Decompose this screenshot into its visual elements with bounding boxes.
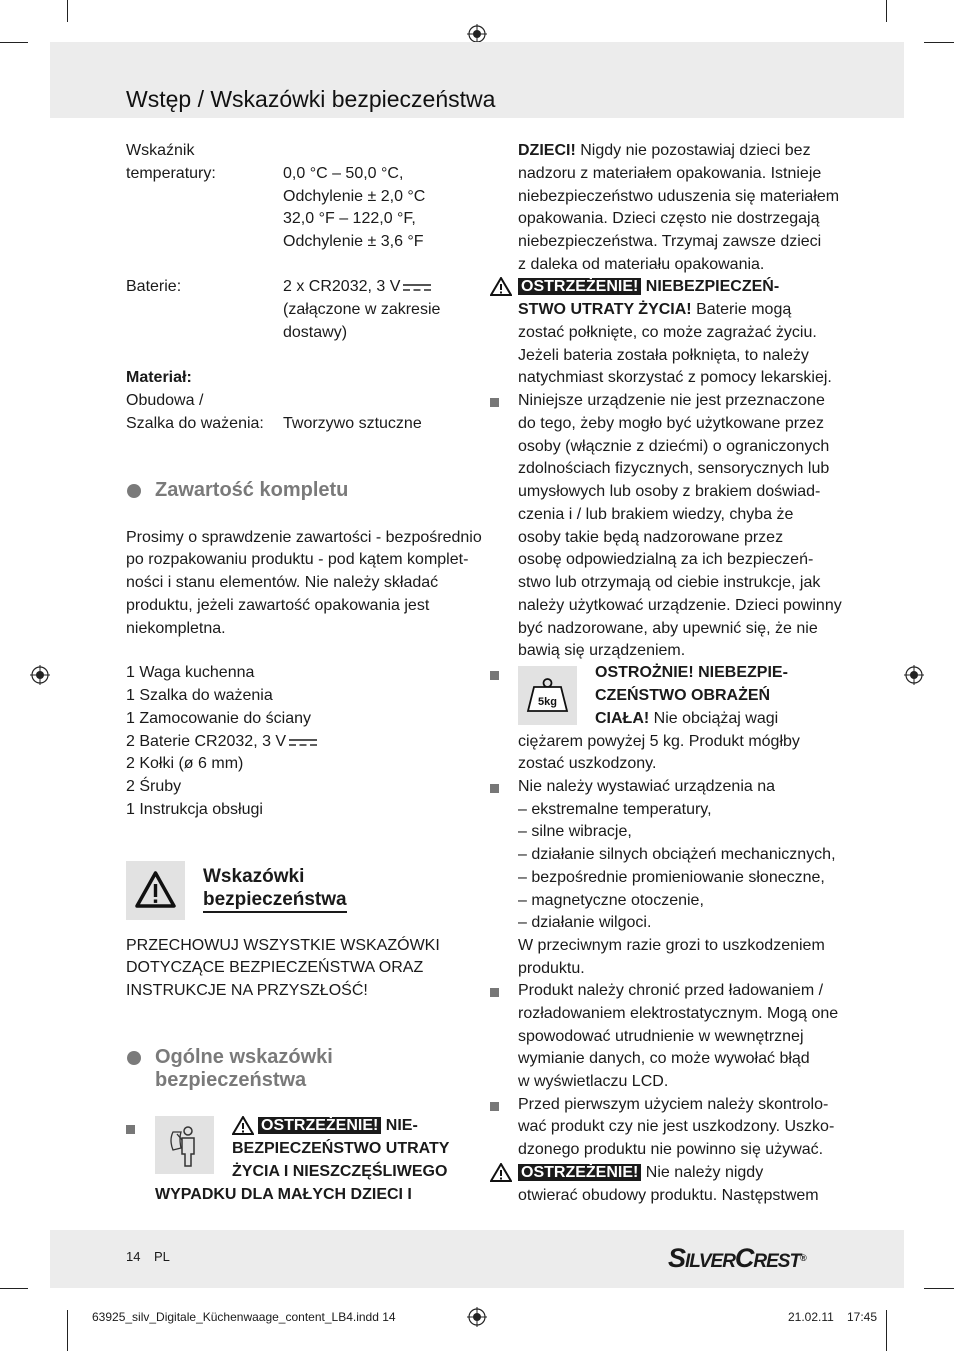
list-item: 2 Kołki (ø 6 mm) — [126, 755, 244, 772]
caution-line: OSTROŻNIE! NIEBEZPIE- — [595, 664, 788, 681]
child-warning-line: BEZPIECZEŃSTWO UTRATY — [232, 1140, 450, 1157]
section-heading-general: Ogólne wskazówki — [155, 1046, 333, 1068]
spec-value: Odchylenie ± 2,0 °C — [283, 188, 426, 205]
safety-heading: Wskazówki — [203, 866, 305, 887]
paragraph-line: – magnetyczne otoczenie, — [518, 892, 704, 909]
paragraph-line: niebezpieczeństwo uduszenia się materiałem — [518, 188, 840, 205]
paragraph-line: wymianie danych, co może wywołać błąd — [518, 1050, 810, 1067]
paragraph-line: opakowania. Dzieci często nie dostrzegają — [518, 210, 820, 227]
spec-label: temperatury: — [126, 165, 216, 182]
keep-notice-line: DOTYCZĄCE BEZPIECZEŃSTWA ORAZ — [126, 959, 424, 976]
list-item: 1 Zamocowanie do ściany — [126, 710, 311, 727]
print-date: 21.02.11 — [788, 1310, 834, 1324]
brand-name: SilverCrest — [668, 1243, 801, 1273]
paragraph-line: W przeciwnym razie grozi to uszkodzeniem — [518, 937, 825, 954]
paragraph-line: natychmiast skorzystać z pomocy lekarskiej. — [518, 369, 832, 386]
paragraph-line: niebezpieczeństwa. Trzymaj zawsze dzieci — [518, 233, 822, 250]
warning-label: OSTRZEŻENIE! — [518, 278, 641, 295]
spec-label: Baterie: — [126, 278, 182, 295]
spec-value: Odchylenie ± 3,6 °F — [283, 233, 424, 250]
paragraph-line: produktu, jeżeli zawartość opakowania jest — [126, 597, 430, 614]
brand-registered-mark: ® — [800, 1253, 806, 1263]
section-bullet-icon — [127, 1051, 141, 1065]
file-slug: 63925_silv_Digitale_Küchenwaage_content_LB4.indd 14 — [92, 1310, 396, 1324]
registration-mark-icon — [30, 665, 50, 685]
paragraph-line: z daleka od materiału opakowania. — [518, 256, 765, 273]
spec-value: dostawy) — [283, 324, 348, 341]
paragraph-line: osobę odpowiedzialną za ich bezpieczeń- — [518, 551, 814, 568]
bullet-square-icon — [490, 671, 499, 680]
paragraph-line: spowodować utrudnienie w wewnętrznej — [518, 1028, 804, 1045]
material-heading: Materiał: — [126, 369, 192, 386]
crop-mark — [924, 42, 954, 43]
paragraph-line: należy użytkować urządzenie. Dzieci powinny — [518, 597, 842, 614]
spec-value-text: 2 x CR2032, 3 V — [283, 278, 401, 295]
bullet-square-icon — [490, 784, 499, 793]
paragraph-line: produktu. — [518, 960, 585, 977]
paragraph-line: Przed pierwszym użyciem należy skontrolo- — [518, 1096, 829, 1113]
section-heading-contents: Zawartość kompletu — [155, 479, 349, 501]
paragraph-line: – silne wibracje, — [518, 823, 632, 840]
paragraph-line: po rozpakowaniu produktu - pod kątem komplet- — [126, 551, 469, 568]
bold-text: DZIECI! — [518, 142, 576, 159]
crop-mark — [886, 1310, 887, 1351]
keep-notice-line: INSTRUKCJE NA PRZYSZŁOŚĆ! — [126, 982, 368, 999]
weight-icon-label: 5kg — [538, 696, 557, 708]
paragraph-line — [518, 140, 811, 163]
warning-text: NIEBEZPIECZEŃ- — [645, 278, 780, 295]
list-item: 1 Instrukcja obsługi — [126, 801, 263, 818]
caution-line — [595, 708, 778, 731]
paragraph-line: – bezpośrednie promieniowanie słoneczne, — [518, 869, 825, 886]
crop-mark — [924, 1288, 954, 1289]
caution-line: CZEŃSTWO OBRAŻEŃ — [595, 687, 771, 704]
weight-5kg-icon — [518, 666, 577, 725]
paragraph-line: Produkt należy chronić przed ładowaniem / — [518, 982, 824, 999]
safety-heading: bezpieczeństwa — [203, 888, 347, 913]
paragraph-line: osoby takie będą nadzorowane przez — [518, 529, 784, 546]
child-warning-line: ŻYCIA I NIESZCZĘŚLIWEGO — [232, 1163, 448, 1180]
page-number: 14 — [126, 1249, 141, 1264]
warning-triangle-icon — [490, 1163, 512, 1182]
paragraph-line: – działanie silnych obciążeń mechanicznych, — [518, 846, 836, 863]
spec-value — [283, 276, 431, 299]
paragraph-line: niekompletna. — [126, 620, 226, 637]
section-heading-general: bezpieczeństwa — [155, 1069, 307, 1091]
paragraph-line: osoby (włącznie z dziećmi) o ograniczonych — [518, 438, 830, 455]
dc-symbol-icon — [289, 737, 317, 747]
paragraph-line: Jeżeli bateria została połknięta, to należy — [518, 347, 809, 364]
list-item: 2 Śruby — [126, 778, 182, 795]
warning-line — [518, 276, 779, 299]
bullet-square-icon — [490, 398, 499, 407]
paragraph-line: Nie należy wystawiać urządzenia na — [518, 778, 776, 795]
weight-warning-box — [518, 666, 577, 725]
registration-mark-icon — [467, 1307, 487, 1327]
list-item: 1 Waga kuchenna — [126, 664, 255, 681]
crop-mark — [67, 0, 68, 22]
section-bullet-icon — [127, 484, 141, 498]
caution-bold: CIAŁA! — [595, 710, 650, 727]
spec-value: Tworzywo sztuczne — [283, 415, 422, 432]
bullet-square-icon — [126, 1125, 135, 1134]
paragraph-line: – działanie wilgoci. — [518, 914, 652, 931]
child-warning-line — [258, 1115, 418, 1138]
warning-label: OSTRZEŻENIE! — [518, 1164, 641, 1181]
paragraph-line: Prosimy o sprawdzenie zawartości - bezpośrednio — [126, 529, 482, 546]
paragraph-line: dzonego produktu nie powinno się używać. — [518, 1141, 824, 1158]
warning-text: NIE- — [385, 1117, 418, 1134]
paragraph-line: wać produkt czy nie jest uszkodzony. Uszko- — [518, 1118, 835, 1135]
paragraph-line: nadzoru z materiałem opakowania. Istnieje — [518, 165, 822, 182]
registration-mark-icon — [904, 665, 924, 685]
paragraph-line: zdolnościach fizycznych, sensorycznych lub — [518, 460, 830, 477]
warning-triangle-icon — [490, 277, 512, 296]
paragraph-line: być nadzorowane, aby upewnić się, że nie — [518, 620, 818, 637]
paragraph-line: otwierać obudowy produktu. Następstwem — [518, 1187, 819, 1204]
brand-logo — [668, 1243, 806, 1273]
warning-line — [518, 299, 791, 322]
paragraph-line: w wyświetlaczu LCD. — [518, 1073, 669, 1090]
paragraph-line: bawią się urządzeniem. — [518, 642, 686, 659]
warning-triangle-icon — [126, 861, 185, 920]
paragraph-line: czenia i / lub brakiem wiedzy, chyba że — [518, 506, 794, 523]
body-text: Baterie mogą — [691, 301, 792, 318]
paragraph-line: zostać połknięte, co może zagrażać życiu. — [518, 324, 817, 341]
crop-mark — [0, 42, 28, 43]
spec-value: 32,0 °F – 122,0 °F, — [283, 210, 416, 227]
paragraph-line: stwo lub otrzymają od ciebie instrukcje, jak — [518, 574, 821, 591]
child-with-bag-icon — [155, 1116, 214, 1174]
body-text: Nigdy nie pozostawiaj dzieci bez — [575, 142, 811, 159]
spec-label: Obudowa / — [126, 392, 204, 409]
paragraph-line: umysłowych lub osoby z brakiem doświad- — [518, 483, 821, 500]
spec-value: 0,0 °C – 50,0 °C, — [283, 165, 404, 182]
registration-mark-icon — [467, 24, 487, 44]
list-item — [126, 731, 317, 754]
warning-text: STWO UTRATY ŻYCIA! — [518, 301, 692, 318]
paragraph-line: rozładowaniem elektrostatycznym. Mogą one — [518, 1005, 839, 1022]
warning-box — [126, 861, 185, 920]
crop-mark — [67, 1310, 68, 1351]
child-warning-box — [155, 1116, 214, 1174]
spec-label: Szalka do ważenia: — [126, 415, 264, 432]
crop-mark — [0, 1288, 28, 1289]
paragraph-line: Niniejsze urządzenie nie jest przeznaczone — [518, 392, 825, 409]
keep-notice-line: PRZECHOWUJ WSZYSTKIE WSKAZÓWKI — [126, 937, 440, 954]
language-code: PL — [154, 1249, 170, 1264]
list-item-text: 2 Baterie CR2032, 3 V — [126, 733, 287, 750]
page-title: Wstęp / Wskazówki bezpieczeństwa — [126, 86, 496, 112]
paragraph-line: ności i stanu elementów. Nie należy składać — [126, 574, 439, 591]
warning-line — [518, 1162, 763, 1185]
paragraph-line: ciężarem powyżej 5 kg. Produkt mógłby — [518, 733, 800, 750]
bullet-square-icon — [490, 988, 499, 997]
dc-symbol-icon — [403, 282, 431, 292]
warning-label: OSTRZEŻENIE! — [258, 1117, 381, 1134]
paragraph-line: do tego, żeby mogło być użytkowane przez — [518, 415, 824, 432]
body-text: Nie należy nigdy — [641, 1164, 764, 1181]
warning-triangle-icon — [232, 1116, 254, 1135]
child-warning-line: WYPADKU DLA MAŁYCH DZIECI I — [155, 1186, 412, 1203]
paragraph-line: zostać uszkodzony. — [518, 755, 657, 772]
body-text: Nie obciążaj wagi — [649, 710, 779, 727]
list-item: 1 Szalka do ważenia — [126, 687, 273, 704]
crop-mark — [886, 0, 887, 22]
bullet-square-icon — [490, 1102, 499, 1111]
print-time: 17:45 — [847, 1310, 878, 1324]
paragraph-line: – ekstremalne temperatury, — [518, 801, 712, 818]
spec-label: Wskaźnik — [126, 142, 195, 159]
spec-value: (załączone w zakresie — [283, 301, 441, 318]
